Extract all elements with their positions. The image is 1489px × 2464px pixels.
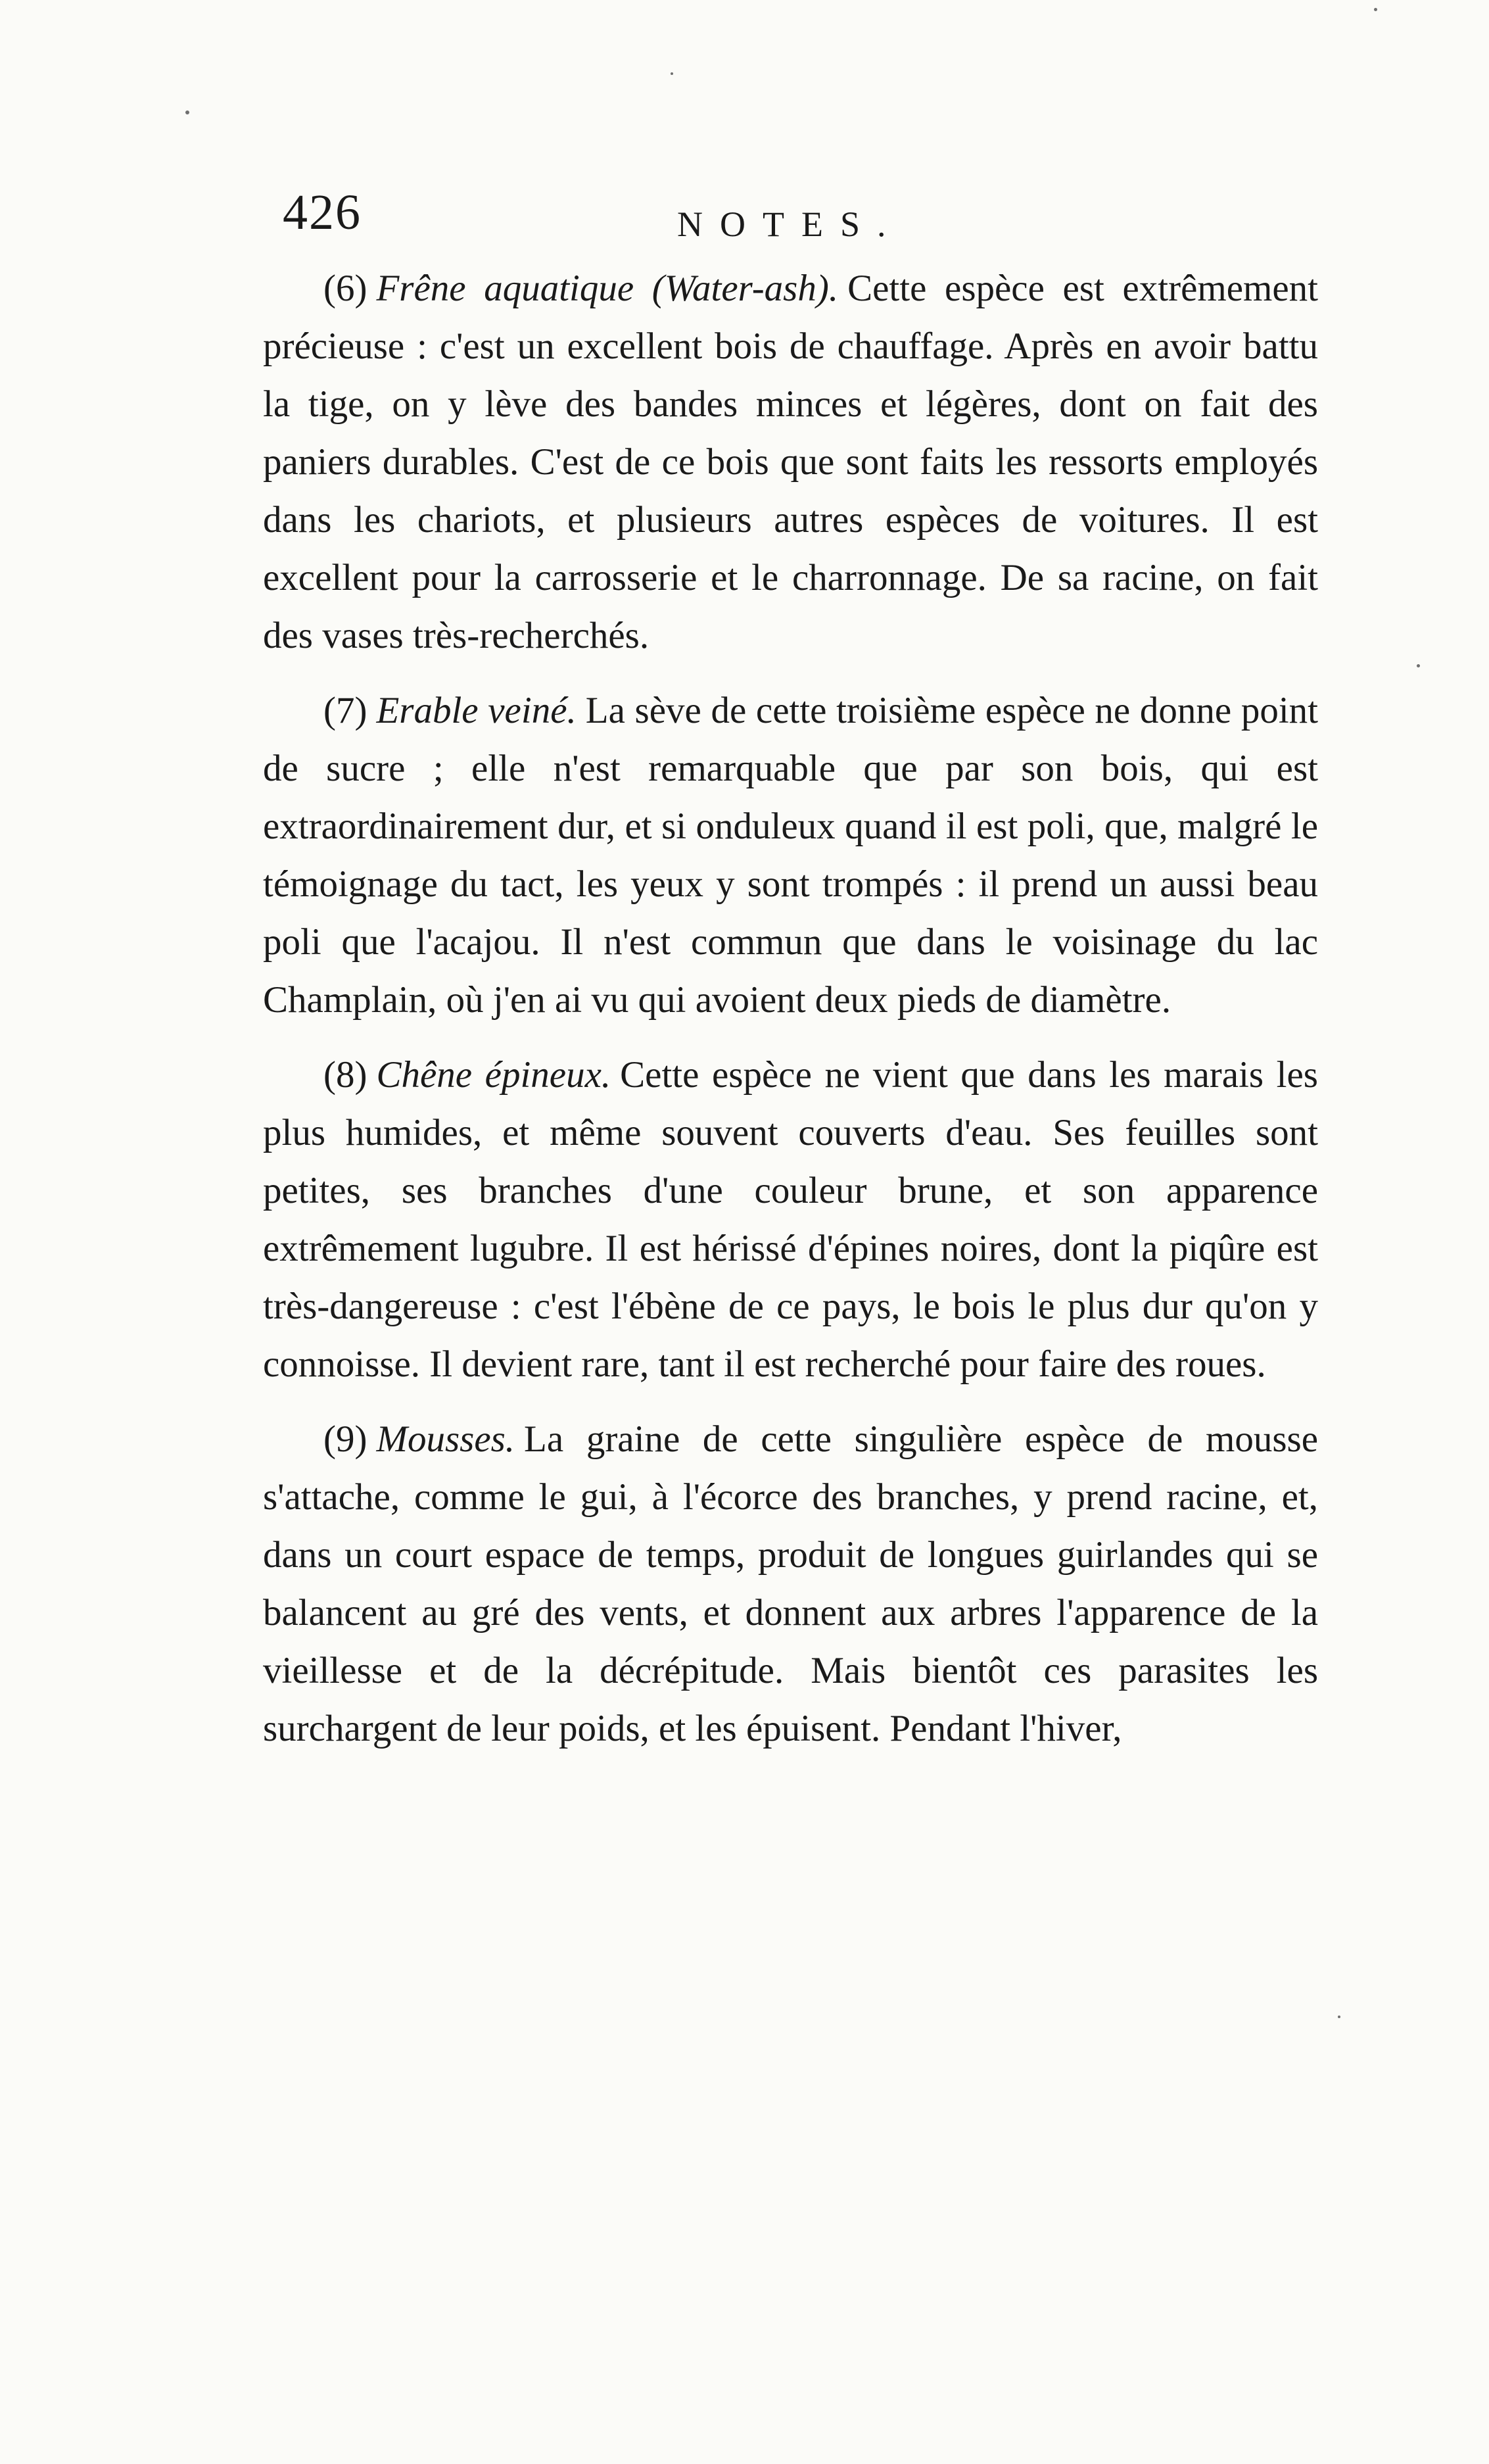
note-text: La sève de cette troisième espèce ne donne point de sucre ; elle n'est remarquable que par son bois, qui est extraordinairement dur, et si onduleux quand il est poli, que, malgré le témoignage du tact, les yeux y sont trompés : il prend un aussi beau poli que l'acajou. Il n'est commun que dans le voisinage du lac Champlain, où j'en ai vu qui avoient deux pieds de diamètre.	[263, 690, 1318, 1021]
note-9	[263, 1411, 1318, 1758]
note-8	[263, 1046, 1318, 1393]
note-number: (8)	[323, 1054, 367, 1096]
note-number: (6)	[323, 268, 367, 309]
paper-speck	[1374, 8, 1377, 11]
note-term: Frêne aquatique (Water-ash).	[376, 268, 839, 309]
page-number: 426	[283, 185, 362, 240]
note-term: Mousses.	[376, 1418, 515, 1460]
notes-body	[263, 260, 1318, 1775]
paper-speck	[671, 72, 673, 75]
note-number: (7)	[323, 690, 367, 731]
note-6	[263, 260, 1318, 665]
paper-speck	[1417, 664, 1420, 667]
note-text: Cette espèce est extrêmement précieuse : c'est un excellent bois de chauffage. Après en avoir battu la tige, on y lève des bandes minces et légères, dont on fait des paniers durables. C'est de ce bois que sont faits les ressorts employés dans les chariots, et plusieurs autres espèces de voitures. Il est excellent pour la carrosserie et le charronnage. De sa racine, on fait des vases très-recherchés.	[263, 268, 1319, 656]
note-text: La graine de cette singulière espèce de mousse s'attache, comme le gui, à l'écorce des branches, y prend racine, et, dans un court espace de temps, produit de longues guirlandes qui se balancent au gré des vents, et donnent aux arbres l'apparence de la vieillesse et de la décrépitude. Mais bientôt ces parasites les surchargent de leur poids, et les épuisent. Pendant l'hiver,	[263, 1418, 1318, 1749]
note-term: Chêne épineux.	[376, 1054, 611, 1096]
paper-speck	[185, 110, 189, 114]
page-header	[283, 178, 1328, 250]
running-head: NOTES.	[677, 205, 903, 244]
note-number: (9)	[323, 1418, 367, 1460]
note-text: Cette espèce ne vient que dans les marais les plus humides, et même souvent couverts d'eau. Ses feuilles sont petites, ses branches d'une couleur brune, et son apparence extrêmement lugubre. Il est hérissé d'épines noires, dont la piqûre est très-dangereuse : c'est l'ébène de ce pays, le bois le plus dur qu'on y connoisse. Il devient rare, tant il est recherché pour faire des roues.	[263, 1054, 1318, 1385]
paper-speck	[1338, 2016, 1340, 2018]
note-term: Erable veiné.	[376, 690, 577, 731]
note-7	[263, 682, 1318, 1029]
